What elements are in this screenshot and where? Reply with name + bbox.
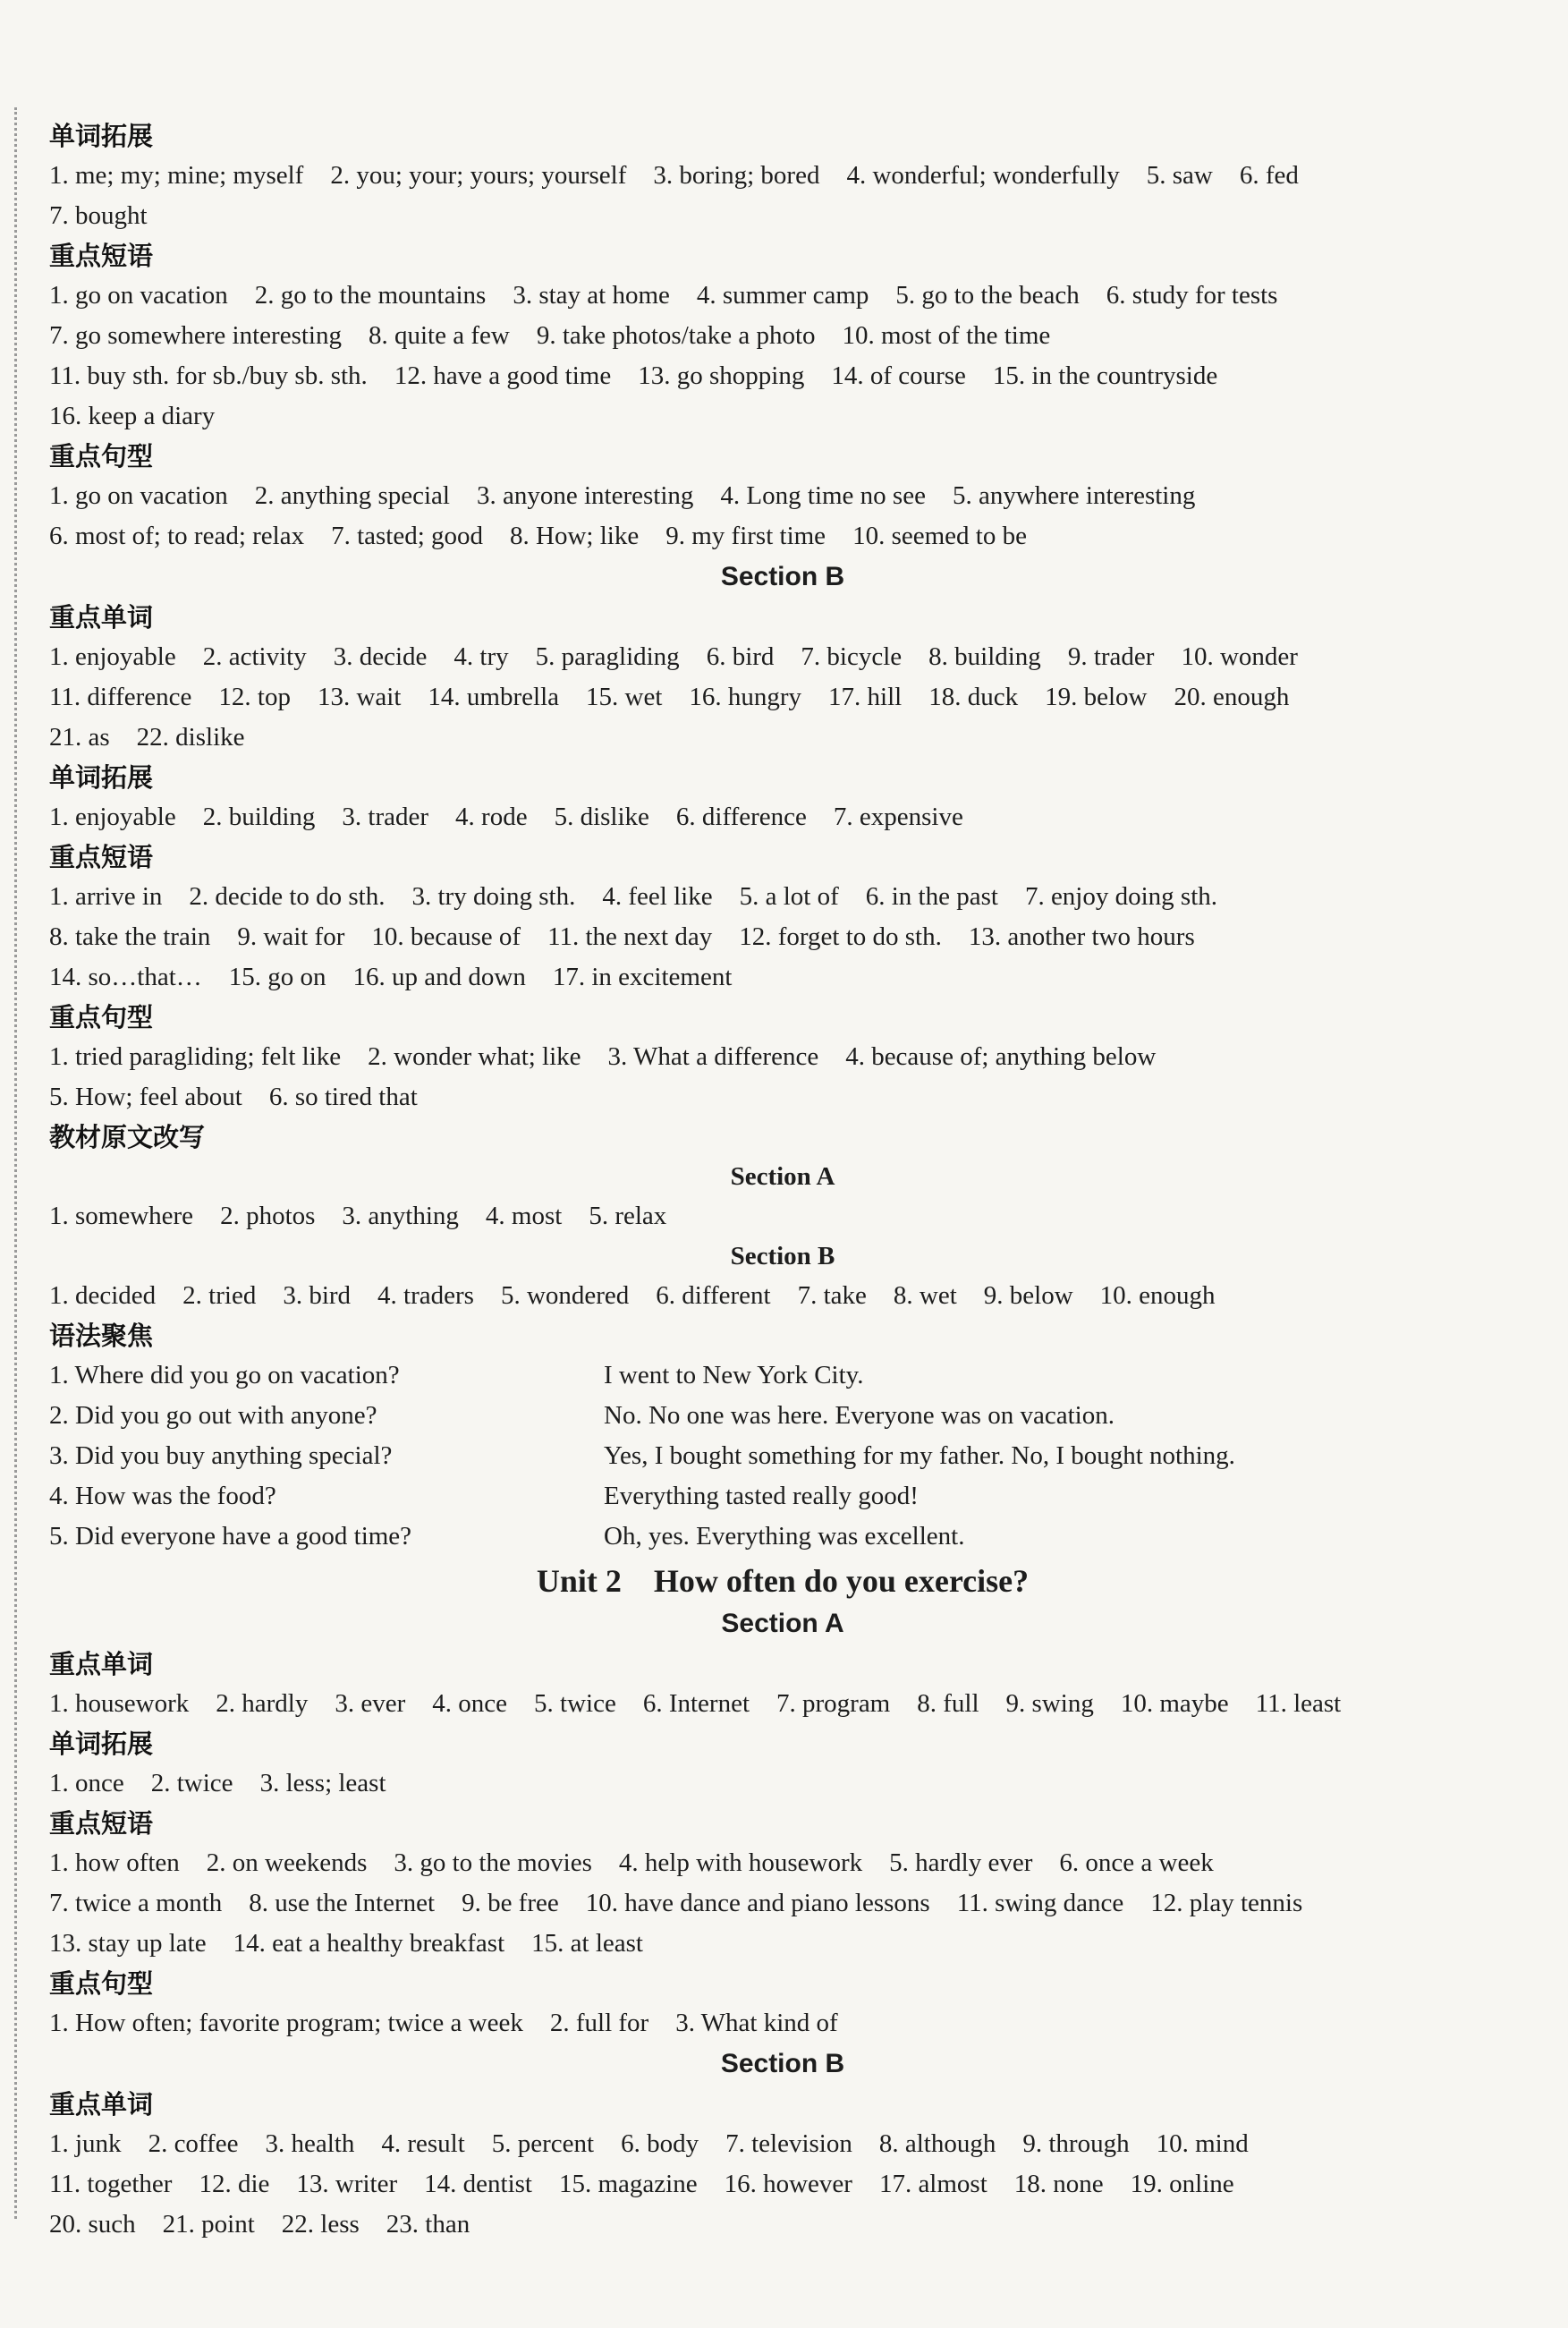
answer-item: 14. eat a healthy breakfast [233,1929,505,1958]
answer-line [49,2205,1516,2245]
answer-item: 6. bird [706,642,775,671]
answer-key-page [49,116,1516,2245]
section-title: Section B [720,562,845,591]
grammar-question: 2. Did you go out with anyone? [49,1401,377,1430]
answer-item: 2. decide to do sth. [189,882,386,911]
answer-item: 1. How often; favorite program; twice a week [49,2009,523,2037]
answer-line [49,1843,1516,1883]
answer-item: 22. dislike [136,723,245,752]
answer-line [49,1196,1516,1236]
answer-item: 7. go somewhere interesting [49,321,342,350]
answer-line [49,797,1516,837]
answer-item: 4. try [453,642,509,671]
answer-item: 2. wonder what; like [368,1042,581,1071]
answer-item: 11. buy sth. for sb./buy sb. sth. [49,361,368,390]
grammar-qa-row [49,1517,1516,1557]
answer-item: 2. activity [202,642,307,671]
answer-item: 10. maybe [1120,1689,1229,1718]
answer-item: 3. ever [335,1689,406,1718]
answer-item: 2. on weekends [206,1848,368,1877]
section-heading: 单词拓展 [49,121,154,151]
section-heading: 重点单词 [49,1649,154,1679]
answer-item: 3. trader [342,803,429,831]
answer-item: 13. go shopping [638,361,805,390]
answer-item: 11. swing dance [956,1889,1124,1917]
answer-item: 9. below [983,1281,1073,1310]
answer-line [49,276,1516,316]
answer-item: 8. wet [893,1281,957,1310]
answer-item: 22. less [281,2210,360,2239]
answer-item: 18. duck [928,683,1019,711]
answer-item: 10. wonder [1181,642,1298,671]
answer-item: 5. paragliding [535,642,680,671]
answer-item: 2. twice [150,1769,233,1797]
answer-line [49,957,1516,998]
answer-item: 6. fed [1239,161,1299,190]
answer-item: 14. dentist [424,2170,532,2198]
answer-line [49,2003,1516,2043]
answer-line [49,156,1516,196]
answer-item: 7. take [797,1281,867,1310]
section-heading: 重点句型 [49,1968,154,1999]
answer-item: 4. feel like [602,882,713,911]
answer-item: 5. How; feel about [49,1083,242,1111]
answer-item: 1. enjoyable [49,803,176,831]
answer-item: 7. bicycle [801,642,903,671]
answer-item: 3. try doing sth. [411,882,576,911]
answer-item: 4. once [432,1689,508,1718]
answer-item: 6. in the past [865,882,998,911]
answer-item: 3. anyone interesting [477,481,694,510]
answer-item: 15. in the countryside [992,361,1218,390]
answer-line [49,877,1516,917]
answer-item: 2. go to the mountains [254,281,487,310]
answer-item: 13. writer [296,2170,398,2198]
answer-item: 12. forget to do sth. [739,922,942,951]
grammar-answer: No. No one was here. Everyone was on vacation. [604,1401,1115,1430]
answer-line [49,1276,1516,1316]
answer-item: 15. at least [531,1929,643,1958]
section-heading: 重点单词 [49,2089,154,2120]
answer-line [49,196,1516,236]
answer-item: 10. enough [1099,1281,1216,1310]
answer-line [49,1684,1516,1724]
answer-item: 11. together [49,2170,173,2198]
answer-item: 16. up and down [352,963,526,991]
answer-item: 17. almost [878,2170,987,2198]
answer-item: 5. saw [1146,161,1213,190]
answer-line [49,1883,1516,1924]
answer-item: 2. building [202,803,316,831]
answer-item: 7. television [725,2129,852,2158]
answer-item: 19. below [1045,683,1148,711]
answer-item: 4. help with housework [618,1848,863,1877]
answer-item: 19. online [1130,2170,1234,2198]
answer-item: 1. decided [49,1281,157,1310]
answer-item: 5. anywhere interesting [952,481,1196,510]
answer-item: 6. Internet [642,1689,750,1718]
answer-line [49,2164,1516,2205]
answer-item: 14. so…that… [49,963,202,991]
answer-item: 1. tried paragliding; felt like [49,1042,342,1071]
answer-item: 6. so tired that [268,1083,418,1111]
answer-item: 7. twice a month [49,1889,223,1917]
answer-line [49,637,1516,677]
grammar-question: 1. Where did you go on vacation? [49,1361,400,1389]
answer-item: 18. none [1013,2170,1104,2198]
subsection-title: Section A [730,1162,835,1191]
answer-item: 3. What a difference [607,1042,819,1071]
section-title: Section B [720,2049,845,2078]
answer-item: 5. percent [491,2129,595,2158]
answer-item: 5. a lot of [739,882,839,911]
answer-item: 9. my first time [665,522,826,550]
grammar-qa-row [49,1355,1516,1396]
answer-item: 3. stay at home [513,281,670,310]
answer-item: 3. anything [342,1202,459,1230]
answer-item: 5. hardly ever [889,1848,1033,1877]
answer-item: 6. most of; to read; relax [49,522,305,550]
answer-item: 10. most of the time [842,321,1051,350]
answer-item: 13. another two hours [968,922,1195,951]
answer-item: 7. bought [49,201,148,230]
answer-item: 9. wait for [237,922,345,951]
answer-item: 1. somewhere [49,1202,194,1230]
answer-item: 2. you; your; yours; yourself [330,161,627,190]
answer-item: 3. decide [333,642,428,671]
answer-item: 15. go on [228,963,326,991]
answer-item: 7. program [776,1689,891,1718]
answer-line [49,917,1516,957]
answer-item: 17. hill [828,683,903,711]
answer-item: 3. go to the movies [394,1848,592,1877]
grammar-answer: Oh, yes. Everything was excellent. [604,1522,965,1551]
answer-item: 1. once [49,1769,124,1797]
answer-item: 20. such [49,2210,136,2239]
answer-item: 6. difference [675,803,807,831]
answer-item: 8. take the train [49,922,211,951]
answer-item: 8. although [878,2129,996,2158]
answer-item: 21. point [162,2210,255,2239]
answer-item: 10. have dance and piano lessons [585,1889,930,1917]
answer-item: 9. take photos/take a photo [536,321,816,350]
answer-line [49,316,1516,356]
answer-item: 8. use the Internet [249,1889,436,1917]
answer-item: 1. go on vacation [49,281,228,310]
section-heading: 语法聚焦 [49,1321,154,1351]
answer-item: 2. hardly [216,1689,309,1718]
answer-item: 16. however [724,2170,852,2198]
answer-item: 5. go to the beach [895,281,1080,310]
answer-item: 2. anything special [254,481,450,510]
answer-item: 20. enough [1174,683,1290,711]
answer-item: 1. housework [49,1689,190,1718]
answer-item: 23. than [386,2210,470,2239]
answer-item: 2. photos [220,1202,316,1230]
answer-item: 12. die [199,2170,270,2198]
answer-item: 4. Long time no see [720,481,926,510]
answer-item: 4. because of; anything below [845,1042,1157,1071]
answer-item: 17. in excitement [552,963,733,991]
answer-item: 1. how often [49,1848,180,1877]
answer-item: 9. trader [1067,642,1155,671]
answer-item: 16. keep a diary [49,402,216,430]
answer-item: 1. junk [49,2129,122,2158]
answer-item: 9. through [1022,2129,1130,2158]
answer-item: 4. rode [455,803,528,831]
answer-item: 3. less; least [259,1769,386,1797]
section-heading: 单词拓展 [49,762,154,793]
section-heading: 单词拓展 [49,1729,154,1759]
answer-item: 10. seemed to be [852,522,1027,550]
answer-item: 8. building [928,642,1041,671]
answer-line [49,396,1516,437]
grammar-question: 4. How was the food? [49,1482,276,1510]
answer-item: 15. wet [586,683,663,711]
answer-item: 9. swing [1005,1689,1094,1718]
answer-item: 14. of course [831,361,966,390]
answer-item: 16. hungry [689,683,802,711]
answer-item: 6. once a week [1059,1848,1214,1877]
answer-item: 14. umbrella [428,683,559,711]
answer-item: 12. have a good time [394,361,612,390]
answer-line [49,2124,1516,2164]
answer-item: 5. relax [589,1202,667,1230]
answer-item: 5. wondered [500,1281,630,1310]
answer-item: 9. be free [462,1889,559,1917]
grammar-qa-row [49,1436,1516,1476]
subsection-title: Section B [730,1242,835,1270]
answer-item: 7. enjoy doing sth. [1024,882,1218,911]
answer-item: 2. tried [182,1281,257,1310]
grammar-question: 5. Did everyone have a good time? [49,1522,412,1551]
answer-line [49,1077,1516,1117]
answer-item: 4. most [485,1202,563,1230]
answer-item: 6. body [621,2129,699,2158]
answer-item: 21. as [49,723,110,752]
grammar-answer: Everything tasted really good! [604,1482,919,1510]
section-heading: 重点句型 [49,441,154,472]
answer-item: 6. study for tests [1106,281,1278,310]
grammar-answer: I went to New York City. [604,1361,864,1389]
answer-item: 8. How; like [510,522,640,550]
answer-item: 13. wait [317,683,402,711]
section-heading: 重点单词 [49,602,154,633]
answer-item: 2. coffee [148,2129,239,2158]
answer-item: 8. full [917,1689,979,1718]
section-heading: 教材原文改写 [49,1122,206,1152]
grammar-question: 3. Did you buy anything special? [49,1441,393,1470]
answer-item: 7. tasted; good [331,522,484,550]
answer-item: 3. What kind of [675,2009,838,2037]
answer-item: 3. health [265,2129,355,2158]
answer-item: 11. difference [49,683,192,711]
answer-item: 1. arrive in [49,882,163,911]
grammar-qa-row [49,1476,1516,1517]
section-title: Section A [721,1609,844,1638]
answer-line [49,1763,1516,1804]
answer-item: 11. the next day [547,922,713,951]
answer-item: 10. mind [1156,2129,1249,2158]
answer-item: 12. play tennis [1150,1889,1303,1917]
answer-line [49,718,1516,758]
answer-item: 3. boring; bored [653,161,820,190]
answer-item: 4. summer camp [696,281,869,310]
answer-line [49,677,1516,718]
grammar-answer: Yes, I bought something for my father. No, I bought nothing. [604,1441,1235,1470]
answer-item: 4. traders [377,1281,474,1310]
answer-item: 2. full for [549,2009,649,2037]
answer-item: 5. dislike [554,803,649,831]
section-heading: 重点短语 [49,1808,154,1839]
section-heading: 重点短语 [49,842,154,872]
answer-line [49,516,1516,557]
answer-item: 15. magazine [558,2170,698,2198]
unit-title: Unit 2 How often do you exercise? [536,1563,1030,1599]
answer-item: 4. result [381,2129,465,2158]
answer-item: 5. twice [534,1689,616,1718]
answer-line [49,476,1516,516]
answer-line [49,1037,1516,1077]
answer-item: 1. enjoyable [49,642,176,671]
answer-item: 11. least [1255,1689,1342,1718]
answer-item: 7. expensive [833,803,963,831]
grammar-qa-row [49,1396,1516,1436]
answer-item: 12. top [218,683,291,711]
answer-line [49,1924,1516,1964]
answer-item: 1. go on vacation [49,481,228,510]
section-heading: 重点句型 [49,1002,154,1032]
answer-item: 10. because of [371,922,521,951]
margin-dotted-line [14,107,17,2219]
section-heading: 重点短语 [49,241,154,271]
answer-line [49,356,1516,396]
answer-item: 6. different [656,1281,771,1310]
answer-item: 8. quite a few [368,321,510,350]
answer-item: 1. me; my; mine; myself [49,161,304,190]
answer-item: 13. stay up late [49,1929,207,1958]
answer-item: 4. wonderful; wonderfully [846,161,1120,190]
answer-item: 3. bird [283,1281,352,1310]
